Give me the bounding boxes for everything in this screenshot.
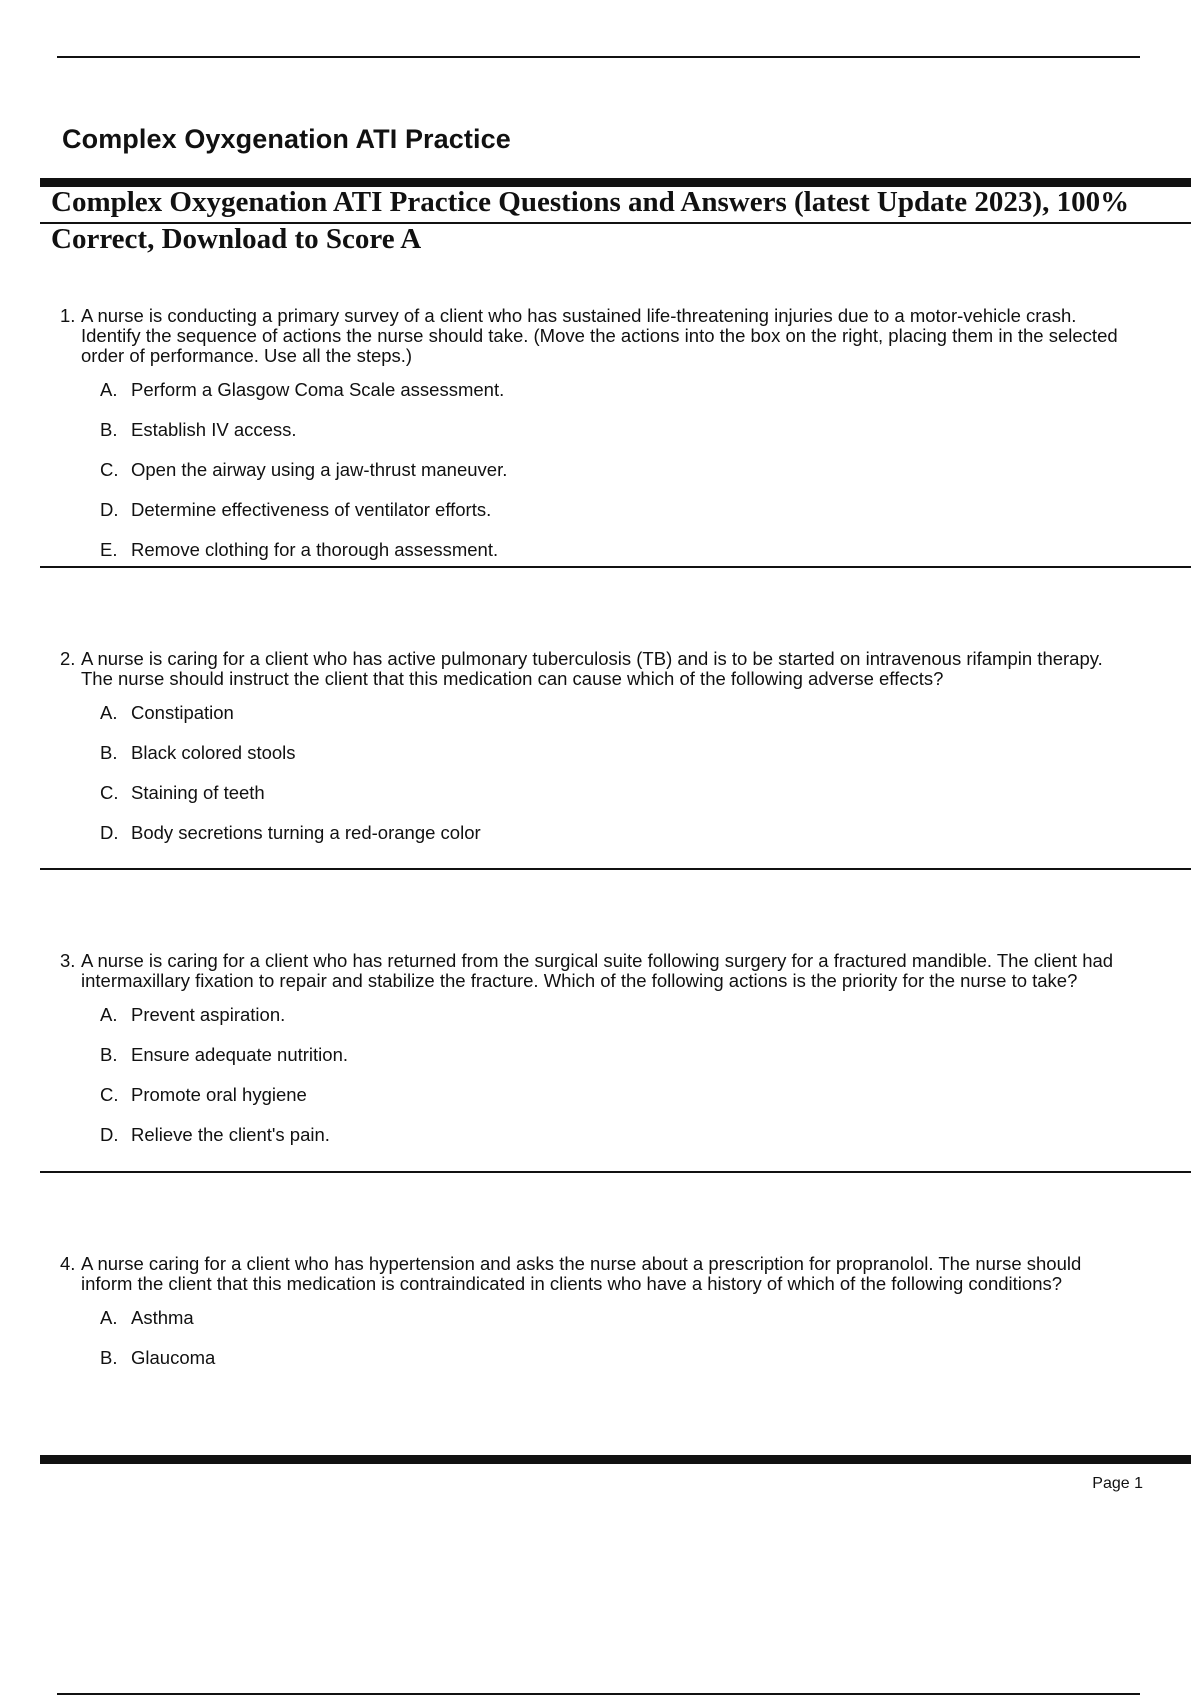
question-number: 2. bbox=[60, 648, 76, 669]
option-text: Prevent aspiration. bbox=[131, 1004, 286, 1025]
answer-options bbox=[60, 702, 1120, 843]
option-letter: B. bbox=[100, 1347, 118, 1368]
question-text: A nurse is caring for a client who has returned from the surgical suite following surgery for a fractured mandible. The client had intermaxillary fixation to repair and stabilize the fracture. Which of the following actions is the priority for the nurse to take? bbox=[81, 950, 1114, 991]
option-letter: E. bbox=[100, 539, 118, 560]
question-text: A nurse is caring for a client who has active pulmonary tuberculosis (TB) and is to be started on intravenous rifampin therapy. The nurse should instruct the client that this medication can cause which of the following adverse effects? bbox=[81, 648, 1103, 689]
option-letter: C. bbox=[100, 782, 119, 803]
option-text: Perform a Glasgow Coma Scale assessment. bbox=[131, 379, 505, 400]
answer-options bbox=[60, 1004, 1120, 1145]
question-2 bbox=[60, 649, 1120, 862]
question-3 bbox=[60, 951, 1120, 1164]
question-number: 1. bbox=[60, 305, 76, 326]
question-number: 3. bbox=[60, 950, 76, 971]
option-text: Promote oral hygiene bbox=[131, 1084, 307, 1105]
question-number: 4. bbox=[60, 1253, 76, 1274]
answer-option[interactable] bbox=[100, 702, 1120, 723]
question-separator-rule bbox=[40, 566, 1191, 568]
question-text: A nurse is conducting a primary survey of a client who has sustained life-threatening injuries due to a motor-vehicle crash. Identify the sequence of actions the nurse should take. (Move the actions into the box on the right, placing them in the selected order of performance. Use all the steps.) bbox=[81, 305, 1118, 366]
question-4 bbox=[60, 1254, 1120, 1387]
option-text: Relieve the client's pain. bbox=[131, 1124, 330, 1145]
header-title: Complex Oyxgenation ATI Practice bbox=[62, 124, 511, 154]
option-letter: A. bbox=[100, 1004, 118, 1025]
option-text: Ensure adequate nutrition. bbox=[131, 1044, 349, 1065]
answer-option[interactable] bbox=[100, 1347, 1120, 1368]
answer-option[interactable] bbox=[100, 1307, 1120, 1328]
option-text: Glaucoma bbox=[131, 1347, 216, 1368]
answer-option[interactable] bbox=[100, 1004, 1120, 1025]
answer-option[interactable] bbox=[100, 539, 1120, 560]
answer-option[interactable] bbox=[100, 742, 1120, 763]
option-letter: B. bbox=[100, 419, 118, 440]
option-letter: A. bbox=[100, 702, 118, 723]
option-text: Establish IV access. bbox=[131, 419, 297, 440]
option-letter: C. bbox=[100, 1084, 119, 1105]
footer-heavy-rule bbox=[40, 1455, 1191, 1464]
answer-option[interactable] bbox=[100, 379, 1120, 400]
option-text: Body secretions turning a red-orange color bbox=[131, 822, 481, 843]
option-letter: A. bbox=[100, 379, 118, 400]
question-stem bbox=[60, 306, 1120, 366]
answer-option[interactable] bbox=[100, 499, 1120, 520]
option-text: Open the airway using a jaw-thrust maneuver. bbox=[131, 459, 508, 480]
option-letter: D. bbox=[100, 499, 119, 520]
answer-options bbox=[60, 379, 1120, 560]
page-top-rule bbox=[57, 56, 1140, 58]
document-title: Complex Oxygenation ATI Practice Questions and Answers (latest Update 2023), 100% Correct, Download to Score A bbox=[51, 186, 1130, 255]
option-text: Staining of teeth bbox=[131, 782, 265, 803]
option-letter: A. bbox=[100, 1307, 118, 1328]
option-letter: B. bbox=[100, 742, 118, 763]
question-separator-rule bbox=[40, 868, 1191, 870]
answer-option[interactable] bbox=[100, 459, 1120, 480]
question-stem bbox=[60, 649, 1120, 689]
answer-option[interactable] bbox=[100, 1124, 1120, 1145]
option-text: Remove clothing for a thorough assessment. bbox=[131, 539, 499, 560]
option-letter: D. bbox=[100, 1124, 119, 1145]
option-text: Determine effectiveness of ventilator efforts. bbox=[131, 499, 492, 520]
question-1 bbox=[60, 306, 1120, 579]
question-stem bbox=[60, 951, 1120, 991]
page-number: Page 1 bbox=[1092, 1475, 1143, 1492]
answer-option[interactable] bbox=[100, 419, 1120, 440]
option-letter: D. bbox=[100, 822, 119, 843]
option-letter: B. bbox=[100, 1044, 118, 1065]
answer-option[interactable] bbox=[100, 1044, 1120, 1065]
question-text: A nurse caring for a client who has hypertension and asks the nurse about a prescription for propranolol. The nurse should inform the client that this medication is contraindicated in clients who have a history of which of the following conditions? bbox=[81, 1253, 1082, 1294]
option-text: Constipation bbox=[131, 702, 234, 723]
option-letter: C. bbox=[100, 459, 119, 480]
option-text: Asthma bbox=[131, 1307, 194, 1328]
option-text: Black colored stools bbox=[131, 742, 296, 763]
question-stem bbox=[60, 1254, 1120, 1294]
answer-option[interactable] bbox=[100, 1084, 1120, 1105]
question-separator-rule bbox=[40, 1171, 1191, 1173]
answer-options bbox=[60, 1307, 1120, 1368]
page-bottom-rule bbox=[57, 1693, 1140, 1695]
answer-option[interactable] bbox=[100, 782, 1120, 803]
answer-option[interactable] bbox=[100, 822, 1120, 843]
